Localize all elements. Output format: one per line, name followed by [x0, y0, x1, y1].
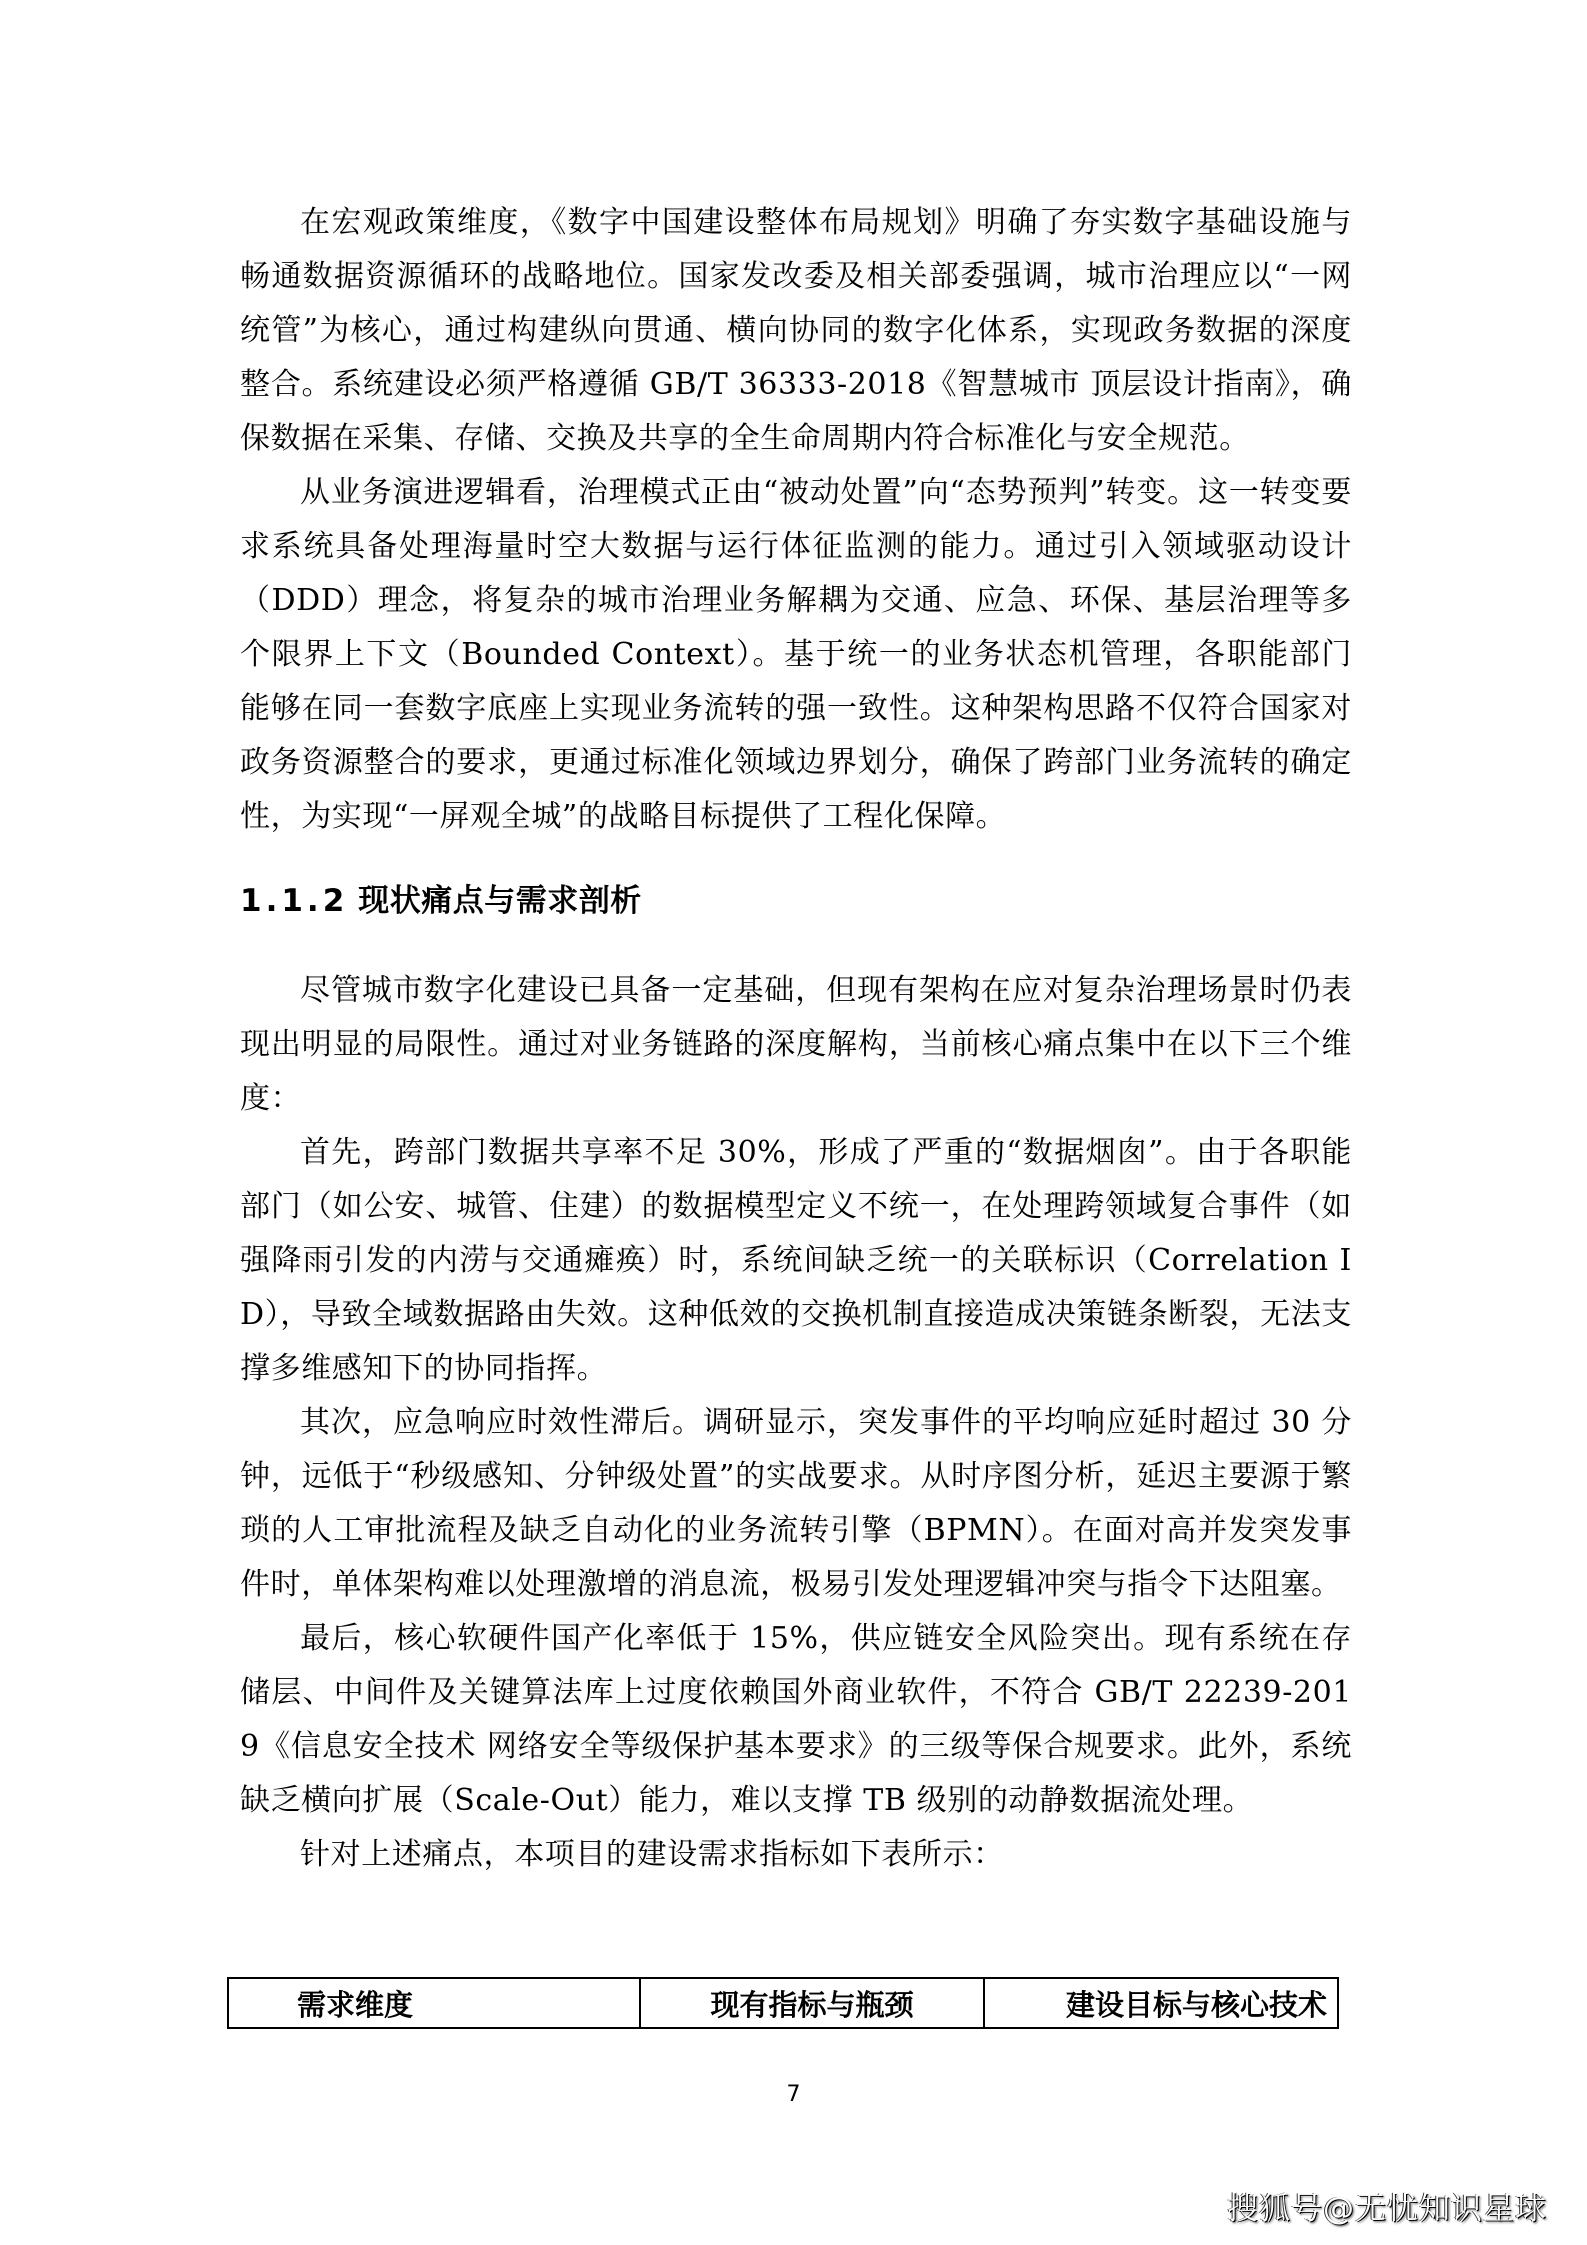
- section-number: 1.1.2: [240, 883, 349, 919]
- paragraph-pain-point-response-time: 其次，应急响应时效性滞后。调研显示，突发事件的平均响应延时超过 30 分钟，远低于“秒级感知、分钟级处置”的实战要求。从时序图分析，延迟主要源于繁琐的人工审批流程及缺乏自动化的业务流转引擎（BPMN）。在面对高并发突发事件时，单体架构难以处理激增的消息流，极易引发处理逻辑冲突与指令下达阻塞。: [240, 1405, 1352, 1602]
- paragraph-business-evolution: 从业务演进逻辑看，治理模式正由“被动处置”向“态势预判”转变。这一转变要求系统具备处理海量时空大数据与运行体征监测的能力。通过引入领域驱动设计（DDD）理念，将复杂的城市治理业务解耦为交通、应急、环保、基层治理等多个限界上下文（Bounded Context）。基于统一的业务状态机管理，各职能部门能够在同一套数字底座上实现业务流转的强一致性。这种架构思路不仅符合国家对政务资源整合的要求，更通过标准化领域边界划分，确保了跨部门业务流转的确定性，为实现“一屏观全城”的战略目标提供了工程化保障。: [240, 475, 1352, 834]
- watermark: 搜狐号@无忧知识星球: [1227, 2191, 1547, 2227]
- section-heading: [240, 874, 1352, 928]
- requirements-table-header: [227, 1977, 1339, 2029]
- table-header-current-metrics: 现有指标与瓶颈: [641, 1979, 985, 2027]
- page-number: 7: [786, 2082, 801, 2107]
- paragraph-pain-point-data-sharing: 首先，跨部门数据共享率不足 30%，形成了严重的“数据烟囱”。由于各职能部门（如公安、城管、住建）的数据模型定义不统一，在处理跨领域复合事件（如强降雨引发的内涝与交通瘫痪）时，系统间缺乏统一的关联标识（Correlation ID），导致全域数据路由失效。这种低效的交换机制直接造成决策链条断裂，无法支撑多维感知下的协同指挥。: [240, 1135, 1352, 1386]
- paragraph-overview: 尽管城市数字化建设已具备一定基础，但现有架构在应对复杂治理场景时仍表现出明显的局限性。通过对业务链路的深度解构，当前核心痛点集中在以下三个维度：: [240, 973, 1352, 1116]
- paragraph-policy: 在宏观政策维度，《数字中国建设整体布局规划》明确了夯实数字基础设施与畅通数据资源循环的战略地位。国家发改委及相关部委强调，城市治理应以“一网统管”为核心，通过构建纵向贯通、横向协同的数字化体系，实现政务数据的深度整合。系统建设必须严格遵循 GB/T 36333-2018《智慧城市 顶层设计指南》，确保数据在采集、存储、交换及共享的全生命周期内符合标准化与安全规范。: [240, 205, 1352, 456]
- table-header-dimension: 需求维度: [229, 1979, 641, 2027]
- paragraph-pain-point-localization: 最后，核心软硬件国产化率低于 15%，供应链安全风险突出。现有系统在存储层、中间件及关键算法库上过度依赖国外商业软件，不符合 GB/T 22239-2019《信息安全技术 网络安全等级保护基本要求》的三级等保合规要求。此外，系统缺乏横向扩展（Scale-Out）能力，难以支撑 TB 级别的动静数据流处理。: [240, 1621, 1352, 1818]
- page-content: [240, 196, 1352, 1882]
- section-title: 现状痛点与需求剖析: [358, 883, 642, 919]
- paragraph-table-intro: 针对上述痛点，本项目的建设需求指标如下表所示：: [300, 1837, 1004, 1872]
- table-header-targets: 建设目标与核心技术: [1065, 1987, 1327, 2022]
